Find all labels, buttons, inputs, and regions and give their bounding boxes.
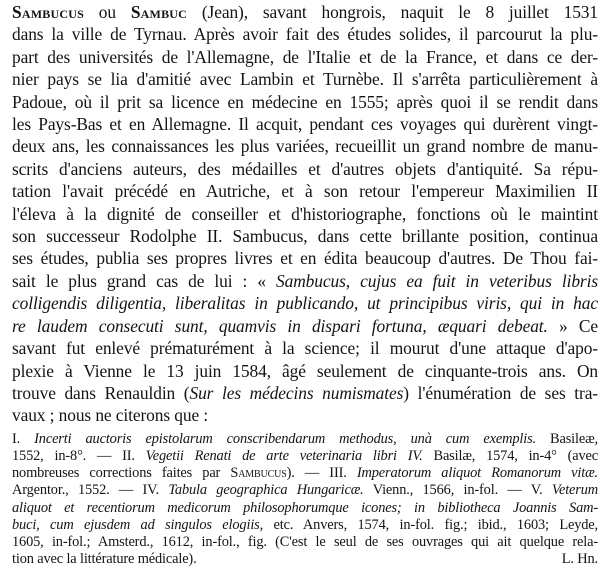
text-run: nier pays se lia d'amitié avec Lambin et Turnèbe. Il s'arrêta particulièrement à — [12, 69, 598, 90]
bibliography-line — [12, 500, 598, 517]
italic-text: buci, cum ejusdem ad singulos elogiis, — [12, 516, 264, 533]
text-run: dans la ville de Tyrnau. Après avoir fait des études solides, il parcourut la plu- — [12, 24, 598, 45]
text-run: trouve dans Renauldin ( — [12, 382, 190, 403]
article-line — [12, 68, 598, 90]
text-run: » Ce — [547, 315, 598, 336]
text-run: part des universités de l'Allemagne, de l'Italie et de la France, et dans ce der- — [12, 46, 598, 67]
text-run: ). — III. — [286, 465, 357, 482]
text-run: Basilæ, 1574, in-4° (avec — [422, 447, 599, 464]
article-line — [12, 382, 598, 404]
article-line — [12, 292, 598, 314]
italic-text: Sambucus, cujus ea fuit in veteribus libris — [276, 270, 598, 291]
article-line — [12, 23, 598, 45]
text-run: plexie à Vienne le 13 juin 1584, âgé seulement de cinquante-trois ans. On — [12, 360, 598, 381]
text-run: nombreuses corrections faites par — [12, 465, 231, 482]
bibliography-line — [12, 482, 598, 499]
text-run: l'éleva à la dignité de conseiller et d'historiographe, fonctions où le maintint — [12, 203, 598, 224]
italic-text: Tabula geographica Hungaricæ. — [168, 482, 364, 499]
article-line — [12, 247, 598, 269]
text-run: 1605, in-fol.; Amsterd., 1612, in-fol., fig. (C'est le seul de ses ouvrages qui ait quelque rela- — [12, 533, 598, 550]
article-line — [12, 225, 598, 247]
article-line — [12, 180, 598, 202]
article-first-name: (Jean), — [201, 2, 248, 22]
article-line — [12, 113, 598, 135]
italic-text: colligendis diligentia, liberalitas in publicando, ut principibus viris, qui in hac — [12, 293, 598, 314]
article-line — [12, 91, 598, 113]
text-run: les Pays-Bas et en Allemagne. Il acquit, pendant ces voyages qui durèrent vingt- — [12, 114, 598, 135]
author-signature: L. Hn. — [561, 551, 598, 568]
text-run: I. — [12, 430, 35, 447]
text-run: ) l'énumération de ses tra- — [403, 382, 599, 403]
article-line — [12, 270, 598, 292]
italic-text: re laudem consecuti sunt, quamvis in dispari fortuna, æquari debeat. — [12, 315, 548, 336]
text-run: sait le plus grand cas de lui : « — [12, 270, 277, 291]
article-first-line — [12, 1, 598, 23]
article-line — [12, 315, 598, 337]
bibliography-line — [12, 517, 598, 534]
italic-text: Sur les médecins numismates — [189, 382, 404, 403]
text-run: 1552, in-8°. — II. — [12, 447, 146, 464]
article-line — [12, 46, 598, 68]
text-run: Argentor., 1552. — IV. — [12, 482, 169, 499]
article-body — [12, 1, 598, 427]
text-run: tation l'avait précédé en Autriche, et à son retour l'empereur Maximilien II — [12, 181, 598, 202]
italic-text: Veterum — [551, 482, 599, 499]
text-run: tion avec la littérature médicale). — [12, 551, 197, 568]
bibliography — [12, 431, 598, 568]
text-run: son successeur Rodolphe II. Sambucus, dans cette brillante position, continua — [12, 226, 598, 247]
bibliography-line — [12, 551, 598, 568]
italic-text: Incerti auctoris epistolarum conscribendarum methodus, unà cum exemplis. — [34, 430, 536, 447]
article-line — [12, 360, 598, 382]
italic-text: Imperatorum aliquot Romanorum vitæ. — [356, 465, 598, 482]
text-run: deux ans, les connaissances les plus variées, recueillit un grand nombre de manu- — [12, 136, 598, 157]
article-line — [12, 203, 598, 225]
text-run: etc. Anvers, 1574, in-fol. fig.; ibid., 1603; Leyde, — [263, 516, 598, 533]
text-run: Vienn., 1566, in-fol. — V. — [363, 482, 552, 499]
article-line — [12, 337, 598, 359]
italic-text: aliquot et recentiorum medicorum philosophorumque icones; in bibliotheca Joannis Sam- — [12, 499, 598, 516]
text-run: savant hongrois, naquit le 8 juillet 1531 — [262, 2, 598, 22]
bibliography-line — [12, 448, 598, 465]
article-headword: Sambucus — [12, 2, 84, 22]
article-line — [12, 135, 598, 157]
text-run: Padoue, où il prit sa licence en médecine en 1555; après quoi il se rendit dans — [12, 91, 598, 112]
text-run: savant fut enlevé prématurément à la science; il mourut d'une attaque d'apo- — [12, 338, 598, 359]
article-alt-headword: Sambuc — [130, 2, 188, 22]
article-line — [12, 158, 598, 180]
text-run: scrits d'anciens auteurs, des médailles et d'autres objets d'antiquité. Sa répu- — [12, 158, 598, 179]
bibliography-line — [12, 431, 598, 448]
bibliography-line — [12, 534, 598, 551]
text-run: Basileæ, — [535, 430, 598, 447]
article-line — [12, 404, 598, 426]
headword-conjunction: ou — [98, 2, 116, 22]
bibliography-line — [12, 465, 598, 482]
text-run: vaux ; nous ne citerons que : — [12, 405, 209, 426]
text-run: ses études, publia ses propres livres et en édita beaucoup d'autres. De Thou fai- — [12, 248, 598, 269]
small-caps-text: Sambucus — [230, 465, 287, 482]
italic-text: Vegetii Renati de arte veterinaria libri IV. — [145, 447, 423, 464]
